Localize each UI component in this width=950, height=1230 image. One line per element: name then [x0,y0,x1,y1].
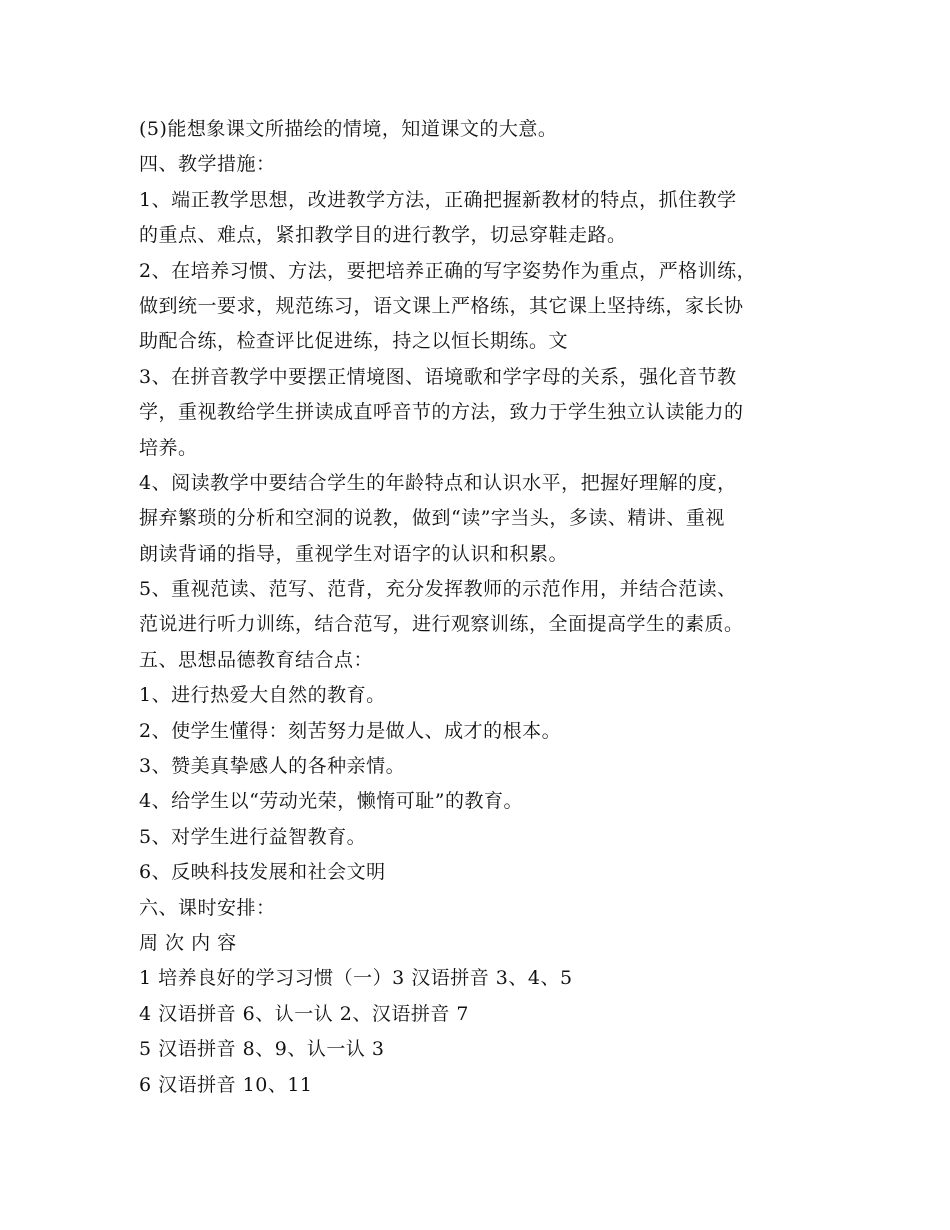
text-line: 5、重视范读、范写、范背，充分发挥教师的示范作用，并结合范读、 [139,578,737,601]
text-line: 6、反映科技发展和社会文明 [139,861,386,884]
text-line: 的重点、难点，紧扣教学目的进行教学，切忌穿鞋走路。 [139,224,627,247]
section-heading: 四、教学措施： [139,153,276,176]
schedule-row: 1 培养良好的学习习惯（一）3 汉语拼音 3、4、5 [139,967,573,990]
text-line: 4、阅读教学中要结合学生的年龄特点和认识水平，把握好理解的度， [139,471,737,494]
section-heading: 五、思想品德教育结合点： [139,648,374,671]
schedule-header: 周 次 内 容 [139,931,237,954]
text-line: 1、端正教学思想，改进教学方法，正确把握新教材的特点，抓住教学 [139,188,737,211]
text-line: 培养。 [139,436,198,459]
text-line: 3、赞美真挚感人的各种亲情。 [139,755,406,778]
text-line: 1、进行热爱大自然的教育。 [139,684,386,707]
text-line: 朗读背诵的指导，重视学生对语字的认识和积累。 [139,542,569,565]
section-heading: 六、课时安排： [139,896,276,919]
text-line: 做到统一要求，规范练习，语文课上严格练，其它课上坚持练，家长协 [139,294,744,317]
text-line: 2、使学生懂得：刻苦努力是做人、成才的根本。 [139,719,562,742]
text-line: 5、对学生进行益智教育。 [139,825,367,848]
text-line: 学，重视教给学生拼读成直呼音节的方法，致力于学生独立认读能力的 [139,401,744,424]
schedule-row: 5 汉语拼音 8、9、认一认 3 [139,1038,385,1061]
text-line: 4、给学生以“劳动光荣，懒惰可耻”的教育。 [139,790,524,813]
text-line: 3、在拼音教学中要摆正情境图、语境歌和学字母的关系，强化音节教 [139,365,737,388]
text-line: 助配合练，检查评比促进练，持之以恒长期练。文 [139,330,569,353]
text-line: 2、在培养习惯、方法，要把培养正确的写字姿势作为重点，严格训练， [139,259,757,282]
text-line: 摒弃繁琐的分析和空洞的说教，做到“读”字当头，多读、精讲、重视 [139,507,725,530]
text-line: 范说进行听力训练，结合范写，进行观察训练，全面提高学生的素质。 [139,613,744,636]
text-line: (5)能想象课文所描绘的情境，知道课文的大意。 [139,118,558,140]
schedule-row: 6 汉语拼音 10、11 [139,1073,313,1096]
schedule-row: 4 汉语拼音 6、认一认 2、汉语拼音 7 [139,1002,470,1025]
